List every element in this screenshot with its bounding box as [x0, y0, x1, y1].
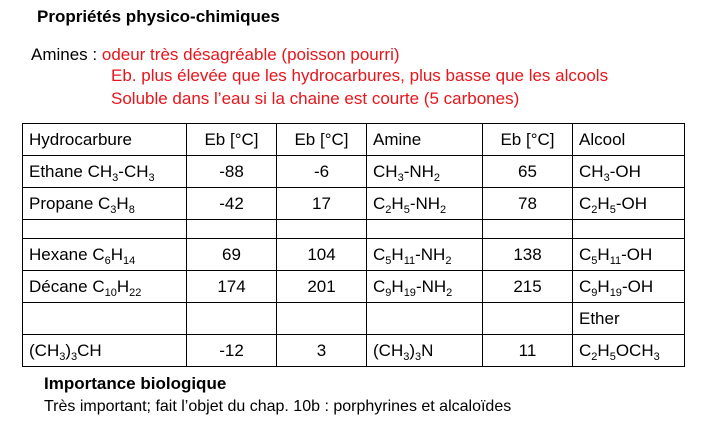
amines-label: Amines :: [31, 45, 102, 64]
section-title: Propriétés physico-chimiques: [37, 7, 280, 26]
alcohol-cell: $C_9H_{19}-OH$: [573, 271, 685, 303]
bio-heading: Importance biologique: [44, 374, 227, 393]
eb-cell: -42: [187, 188, 277, 220]
eb-cell: 201: [277, 271, 367, 303]
table-spacer-row: [23, 220, 685, 239]
alcohol-cell: $CH_3-OH$: [573, 156, 685, 188]
table-row: [23, 188, 685, 220]
eb-cell: 17: [277, 188, 367, 220]
hydrocarbon-cell: Ethane $CH_3-CH_3$: [23, 156, 187, 188]
amines-odor: odeur très désagréable (poisson pourri): [101, 45, 400, 64]
amines-boiling-note: Eb. plus élevée que les hydrocarbures, plus basse que les alcools: [111, 66, 609, 85]
amine-cell: $C_9H_{19}-NH_2$: [367, 271, 483, 303]
header-eb-3: Eb [°C]: [483, 124, 573, 156]
table-header-row: [23, 124, 685, 156]
bio-text: Très important; fait l’objet du chap. 10b : porphyrines et alcaloïdes: [44, 398, 512, 415]
hydrocarbon-cell: Propane $C_3H_8$: [23, 188, 187, 220]
hydrocarbon-cell: $(CH_3)_3CH$: [23, 335, 187, 367]
eb-cell: 65: [483, 156, 573, 188]
eb-cell: 104: [277, 239, 367, 271]
header-amine: Amine: [367, 124, 483, 156]
table-row: [23, 156, 685, 188]
eb-cell: 174: [187, 271, 277, 303]
boiling-point-table: [22, 123, 685, 367]
header-eb-1: Eb [°C]: [187, 124, 277, 156]
amine-cell: $C_5H_{11}-NH_2$: [367, 239, 483, 271]
table-row: [23, 303, 685, 335]
alcohol-cell: $C_2H_5-OH$: [573, 188, 685, 220]
amines-solubility-note: Soluble dans l’eau si la chaine est courte (5 carbones): [111, 89, 520, 108]
table-row: [23, 271, 685, 303]
ether-cell: $C_2H_5OCH_3$: [573, 335, 685, 367]
eb-cell: -12: [187, 335, 277, 367]
header-alcool: Alcool: [573, 124, 685, 156]
eb-cell: 69: [187, 239, 277, 271]
amine-cell: $CH_3-NH_2$: [367, 156, 483, 188]
header-eb-2: Eb [°C]: [277, 124, 367, 156]
eb-cell: 3: [277, 335, 367, 367]
eb-cell: -6: [277, 156, 367, 188]
amine-cell: $(CH_3)_3N$: [367, 335, 483, 367]
header-hydrocarbure: Hydrocarbure: [23, 124, 187, 156]
eb-cell: -88: [187, 156, 277, 188]
eb-cell: 11: [483, 335, 573, 367]
table-row: [23, 239, 685, 271]
table-row: [23, 335, 685, 367]
alcohol-cell: $C_5H_{11}-OH$: [573, 239, 685, 271]
eb-cell: 138: [483, 239, 573, 271]
eb-cell: 215: [483, 271, 573, 303]
amines-properties: [31, 43, 400, 66]
ether-label: Ether: [573, 303, 685, 335]
hydrocarbon-cell: Hexane $C_6H_{14}$: [23, 239, 187, 271]
eb-cell: 78: [483, 188, 573, 220]
amine-cell: $C_2H_5-NH_2$: [367, 188, 483, 220]
hydrocarbon-cell: Décane $C_{10}H_{22}$: [23, 271, 187, 303]
